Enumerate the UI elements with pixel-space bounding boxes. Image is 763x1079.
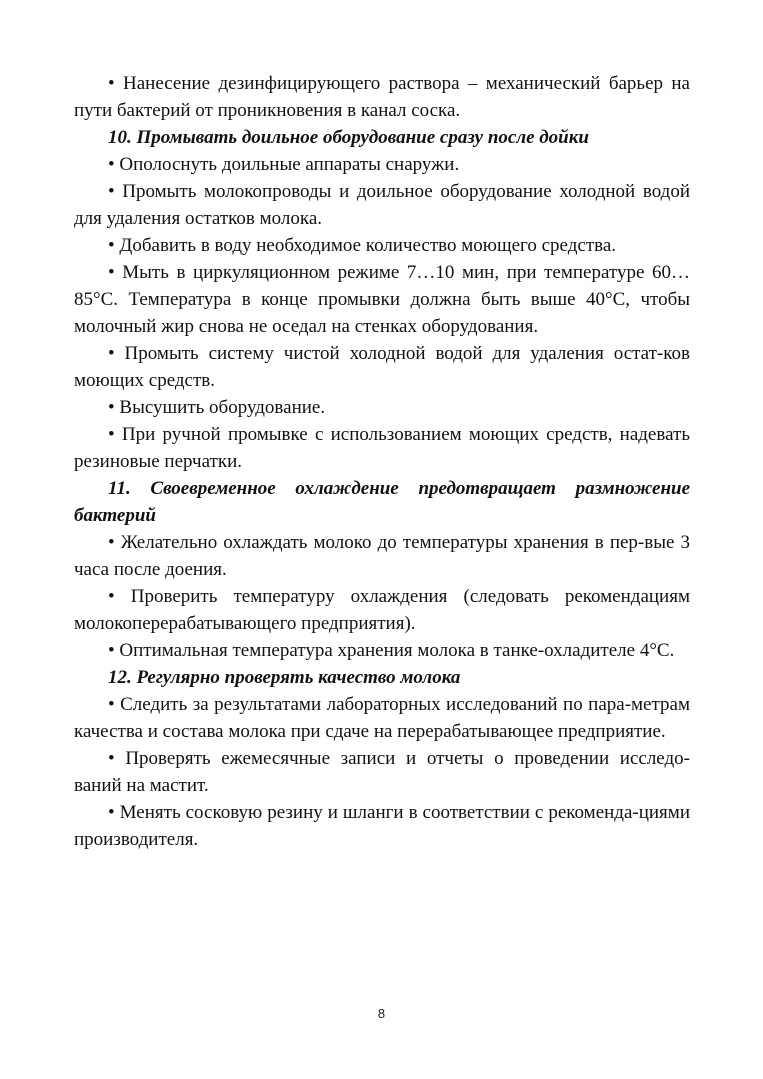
bullet-rubber-gloves: • При ручной промывке с использованием моющих средств, надевать резиновые перчатки.: [74, 424, 690, 472]
document-page: [74, 70, 690, 853]
bullet-rinse-exterior: • Ополоснуть доильные аппараты снаружи.: [108, 154, 460, 175]
bullet-storage-temperature: • Оптимальная температура хранения молока в танке-охладителе 4°С.: [108, 640, 675, 661]
bullet-lab-results: • Следить за результатами лабораторных исследований по пара-метрам качества и состава молока при сдаче на перерабатывающее предприятие.: [74, 694, 690, 742]
bullet-monthly-records: • Проверять ежемесячные записи и отчеты о проведении исследо-ваний на мастит.: [74, 748, 690, 796]
section-heading-10: 10. Промывать доильное оборудование сразу после дойки: [108, 127, 589, 148]
bullet-clean-water-rinse: • Промыть систему чистой холодной водой для удаления остат-ков моющих средств.: [74, 343, 690, 391]
bullet-rinse-milk-lines: • Промыть молокопроводы и доильное оборудование холодной водой для удаления остатков молока.: [74, 181, 690, 229]
bullet-replace-liners: • Менять сосковую резину и шланги в соответствии с рекоменда-циями производителя.: [74, 802, 690, 850]
bullet-disinfectant-barrier: • Нанесение дезинфицирующего раствора – механический барьер на пути бактерий от проникновения в канал соска.: [74, 73, 690, 121]
section-heading-11: 11. Своевременное охлаждение предотвращает размножение бактерий: [74, 478, 690, 526]
page-number: 8: [377, 1006, 386, 1021]
section-heading-12: 12. Регулярно проверять качество молока: [108, 667, 461, 688]
bullet-circulation-wash: • Мыть в циркуляционном режиме 7…10 мин, при температуре 60…85°С. Температура в конце промывки должна быть выше 40°С, чтобы молочный жир снова не оседал на стенках оборудования.: [74, 262, 690, 337]
bullet-cool-milk: • Желательно охлаждать молоко до температуры хранения в пер-вые 3 часа после доения.: [74, 532, 690, 580]
bullet-add-detergent: • Добавить в воду необходимое количество моющего средства.: [108, 235, 617, 256]
bullet-dry-equipment: • Высушить оборудование.: [108, 397, 326, 418]
bullet-check-cooling-temperature: • Проверить температуру охлаждения (следовать рекомендациям молокоперерабатывающего предприятия).: [74, 586, 690, 634]
